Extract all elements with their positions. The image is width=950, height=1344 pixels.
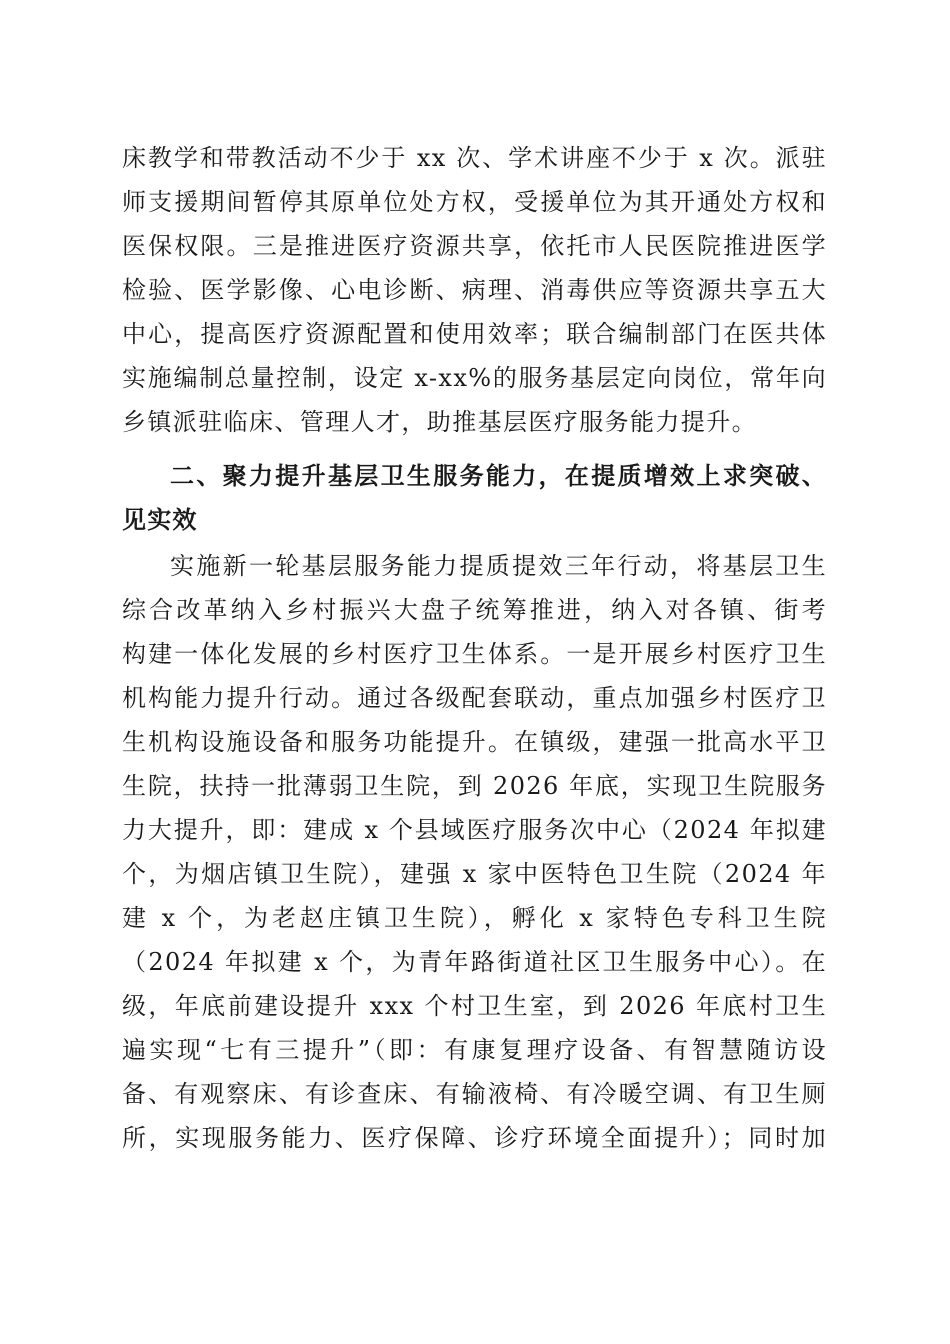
paragraph-line: 实施编制总量控制，设定 x-xx%的服务基层定向岗位，常年向 xyxy=(122,364,827,392)
paragraph-line: 中心，提高医疗资源配置和使用效率；联合编制部门在医共体 xyxy=(122,320,827,348)
paragraph-line: 医保权限。三是推进医疗资源共享，依托市人民医院推进医学 xyxy=(122,232,827,260)
paragraph-line: 所，实现服务能力、医疗保障、诊疗环境全面提升）；同时加 xyxy=(122,1124,827,1152)
paragraph-line: 级，年底前建设提升 xxx 个村卫生室，到 2026 年底村卫生 xyxy=(122,992,827,1020)
paragraph-line: 遍实现“七有三提升”（即：有康复理疗设备、有智慧随访设 xyxy=(122,1036,827,1064)
paragraph-line: （2024 年拟建 x 个，为青年路街道社区卫生服务中心）。在 xyxy=(122,948,827,976)
paragraph-line: 检验、医学影像、心电诊断、病理、消毒供应等资源共享五大 xyxy=(122,276,827,304)
paragraph-line: 构建一体化发展的乡村医疗卫生体系。一是开展乡村医疗卫生 xyxy=(122,640,827,668)
paragraph-line: 实施新一轮基层服务能力提质提效三年行动，将基层卫生 xyxy=(170,552,827,580)
paragraph-line: 乡镇派驻临床、管理人才，助推基层医疗服务能力提升。 xyxy=(122,408,757,436)
heading-line: 二、聚力提升基层卫生服务能力，在提质增效上求突破、 xyxy=(170,462,827,490)
paragraph-line: 个，为烟店镇卫生院），建强 x 家中医特色卫生院（2024 年 xyxy=(122,860,827,888)
paragraph-line: 师支援期间暂停其原单位处方权，受援单位为其开通处方权和 xyxy=(122,188,827,216)
paragraph-line: 建 x 个，为老赵庄镇卫生院），孵化 x 家特色专科卫生院 xyxy=(122,904,827,932)
paragraph-1 xyxy=(122,136,827,444)
section-heading xyxy=(122,454,827,542)
paragraph-line: 力大提升，即：建成 x 个县域医疗服务次中心（2024 年拟建 xyxy=(122,816,827,844)
paragraph-line: 机构能力提升行动。通过各级配套联动，重点加强乡村医疗卫 xyxy=(122,684,827,712)
paragraph-line: 备、有观察床、有诊查床、有输液椅、有冷暖空调、有卫生厕 xyxy=(122,1080,827,1108)
paragraph-line: 综合改革纳入乡村振兴大盘子统筹推进，纳入对各镇、街考 xyxy=(122,596,827,624)
heading-line: 见实效 xyxy=(122,506,198,534)
paragraph-line: 生院，扶持一批薄弱卫生院，到 2026 年底，实现卫生院服务 xyxy=(122,772,827,800)
paragraph-line: 床教学和带教活动不少于 xx 次、学术讲座不少于 x 次。派驻 xyxy=(122,144,827,172)
paragraph-2 xyxy=(122,544,827,1160)
paragraph-line: 生机构设施设备和服务功能提升。在镇级，建强一批高水平卫 xyxy=(122,728,827,756)
